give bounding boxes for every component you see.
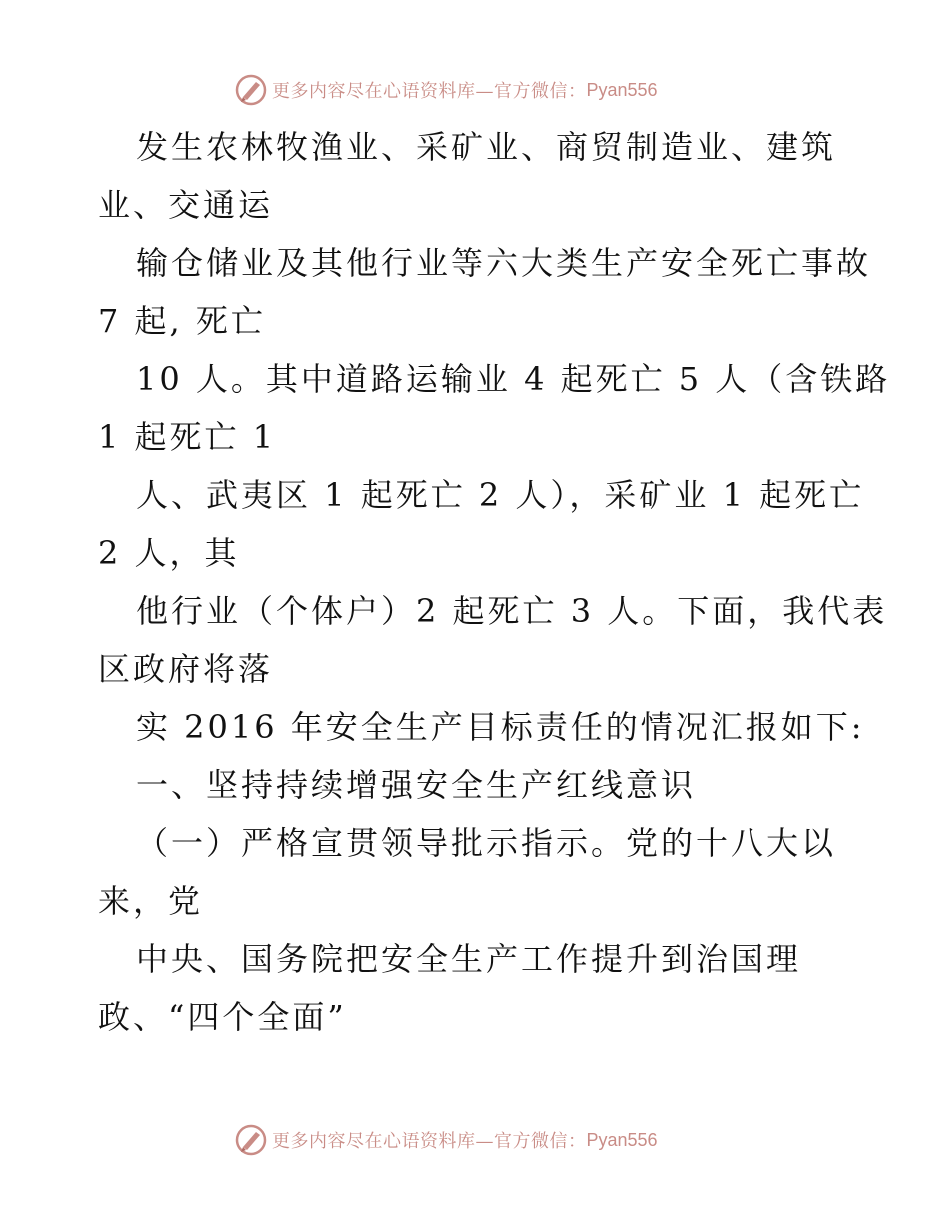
text-line: 7 起, 死亡 — [98, 302, 266, 340]
text-line: 1 起死亡 1 — [98, 418, 277, 456]
watermark-text: 更多内容尽在心语资料库—官方微信： — [272, 1131, 587, 1152]
watermark-header — [234, 70, 658, 110]
text-line: 10 人。其中道路运输业 4 起死亡 5 人（含铁路 — [136, 360, 891, 398]
text-line: 他行业（个体户）2 起死亡 3 人。下面，我代表 — [136, 592, 888, 630]
text-line: （一）严格宣贯领导批示指示。党的十八大以 — [136, 824, 837, 862]
watermark-wechat-id: Pyan556 — [586, 79, 658, 100]
brush-logo-icon — [234, 1123, 268, 1157]
text-line: 输仓储业及其他行业等六大类生产安全死亡事故 — [136, 244, 872, 282]
watermark-wechat-id: Pyan556 — [586, 1129, 658, 1150]
watermark-text: 更多内容尽在心语资料库—官方微信： — [272, 81, 587, 102]
text-line: 政、“四个全面” — [98, 998, 347, 1036]
text-line: 一、坚持持续增强安全生产红线意识 — [136, 766, 697, 804]
text-line: 发生农林牧渔业、采矿业、商贸制造业、建筑 — [136, 128, 837, 166]
text-line: 中央、国务院把安全生产工作提升到治国理 — [136, 940, 802, 978]
text-line: 实 2016 年安全生产目标责任的情况汇报如下: — [136, 708, 865, 746]
document-body — [98, 118, 891, 1046]
text-line: 来，党 — [98, 882, 204, 920]
watermark-footer — [234, 1120, 658, 1160]
text-line: 业、交通运 — [98, 186, 274, 224]
text-line: 区政府将落 — [98, 650, 274, 688]
text-line: 2 人，其 — [98, 534, 240, 572]
brush-logo-icon — [234, 73, 268, 107]
text-line: 人、武夷区 1 起死亡 2 人），采矿业 1 起死亡 — [136, 476, 865, 514]
